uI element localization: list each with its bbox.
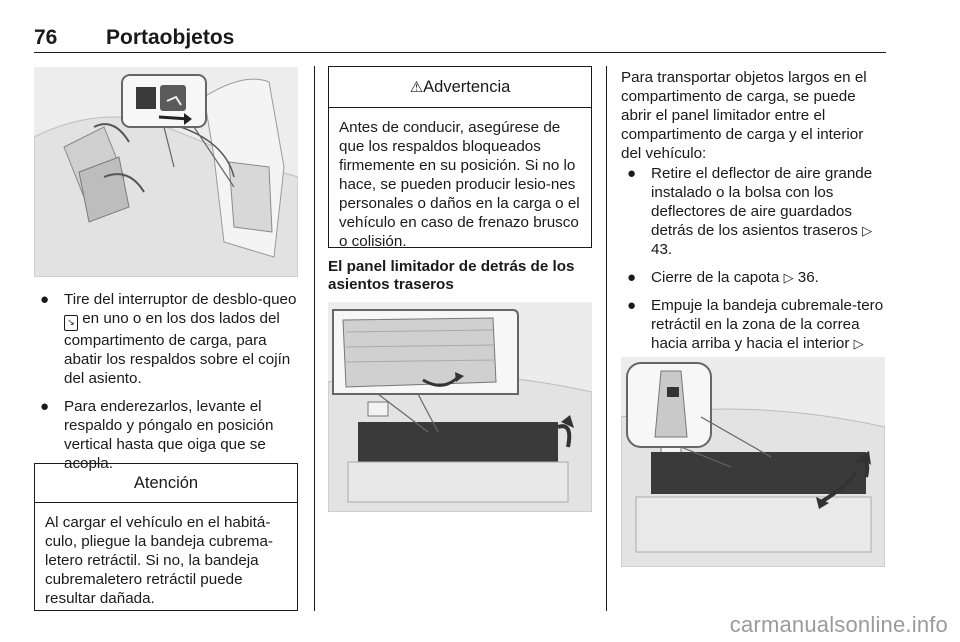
arrow-reference-icon: ▷ bbox=[783, 270, 794, 285]
section-title: Portaobjetos bbox=[106, 26, 235, 49]
right-bullet-list-container bbox=[621, 164, 887, 381]
warning-triangle-icon: ⚠ bbox=[409, 79, 424, 96]
limiter-panel-drawing bbox=[328, 302, 592, 512]
warning-box bbox=[328, 66, 592, 248]
bullet-icon: ● bbox=[40, 291, 50, 308]
tray-push-illustration bbox=[621, 357, 885, 567]
seat-release-drawing bbox=[34, 67, 298, 277]
right-intro-paragraph: Para transportar objetos largos en el compartimento de carga, se puede abrir el panel limitador entre el compartimento de carga y el interior del vehículo: bbox=[621, 69, 867, 162]
left-bullet-list-container bbox=[34, 290, 302, 482]
left-bullet-list bbox=[34, 290, 302, 473]
bullet-text: Retire el deflector de aire grande instalado o la bolsa con los deflectores de aire guardados detrás de los asientos traseros bbox=[651, 165, 873, 239]
header-rule bbox=[34, 52, 886, 53]
bullet-text: Cierre de la capota bbox=[651, 269, 780, 286]
column-divider-1 bbox=[314, 66, 315, 611]
warning-title: Advertencia bbox=[423, 78, 511, 96]
bullet-icon: ● bbox=[627, 297, 637, 314]
attention-body: Al cargar el vehículo en el habitá-culo, pliegue la bandeja cubrema-letero retráctil. Si no, la bandeja cubremaletero retráctil puede resultar dañada. bbox=[45, 514, 273, 607]
list-item bbox=[621, 268, 887, 287]
seat-release-icon: ↘ bbox=[64, 315, 78, 331]
arrow-reference-icon: ▷ bbox=[862, 223, 873, 238]
page-reference: 43. bbox=[651, 241, 673, 258]
warning-body: Antes de conducir, asegúrese de que los respaldos bloqueados firmemente en su posición. Si no lo hace, se pueden producir lesio-nes personales o daños en la carga o el vehículo en caso de frenazo brusco o colisión. bbox=[339, 119, 580, 250]
bullet-text: Para enderezarlos, levante el respaldo y póngalo en posición vertical hasta que oiga que se acopla. bbox=[64, 398, 274, 472]
bullet-icon: ● bbox=[40, 398, 50, 415]
warning-title-row bbox=[329, 67, 591, 108]
attention-title: Atención bbox=[35, 464, 297, 503]
arrow-reference-icon: ▷ bbox=[853, 336, 864, 351]
attention-box bbox=[34, 463, 298, 611]
watermark: carmanualsonline.info bbox=[729, 612, 948, 637]
bullet-icon: ● bbox=[627, 165, 637, 182]
list-item bbox=[34, 290, 302, 388]
subheading: El panel limitador de detrás de los asientos traseros bbox=[328, 258, 575, 293]
page-number: 76 bbox=[34, 26, 58, 49]
column-divider-2 bbox=[606, 66, 607, 611]
bullet-text: Tire del interruptor de desblo-queo bbox=[64, 291, 297, 308]
limiter-panel-illustration bbox=[328, 302, 592, 512]
bullet-icon: ● bbox=[627, 269, 637, 286]
bullet-text-cont: en uno o en los dos lados del compartimento de carga, para abatir los respaldos sobre el cojín del asiento. bbox=[64, 310, 291, 387]
bullet-text: Empuje la bandeja cubremale-tero retráctil en la zona de la correa hacia arriba y hacia el interior bbox=[651, 297, 884, 352]
list-item bbox=[621, 164, 887, 259]
tray-push-drawing bbox=[621, 357, 885, 567]
page-header bbox=[34, 26, 886, 52]
seat-release-illustration bbox=[34, 67, 298, 277]
page-reference: 36. bbox=[793, 269, 819, 286]
list-item bbox=[34, 397, 302, 473]
right-bullet-list bbox=[621, 164, 887, 372]
